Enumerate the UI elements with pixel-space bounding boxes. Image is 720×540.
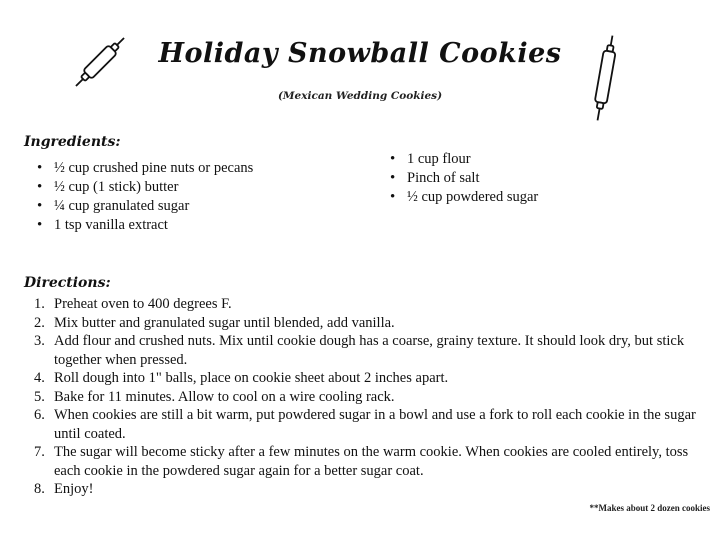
yield-footnote: **Makes about 2 dozen cookies (589, 503, 710, 513)
step-number: 7. (34, 444, 45, 460)
step-number: 8. (34, 481, 45, 497)
ingredient-item: • 1 tsp vanilla extract (34, 216, 253, 235)
direction-step (34, 295, 714, 314)
direction-step (34, 388, 714, 407)
ingredient-item: • 1 cup flour (387, 150, 538, 169)
direction-step (34, 406, 714, 443)
direction-step (34, 480, 714, 499)
ingredient-item: • ½ cup (1 stick) butter (34, 178, 253, 197)
ingredients-heading: Ingredients: (24, 134, 121, 150)
ingredient-item: • ½ cup crushed pine nuts or pecans (34, 159, 253, 178)
step-number: 2. (34, 314, 45, 331)
direction-step (34, 369, 714, 388)
step-text: Roll dough into 1" balls, place on cookie sheet about 2 inches apart. (54, 370, 449, 386)
ingredient-item: • ¼ cup granulated sugar (34, 197, 253, 216)
step-text: Add flour and crushed nuts. Mix until cookie dough has a coarse, grainy texture. It should look dry, but stick together when pressed. (54, 333, 685, 368)
ingredient-item: • ½ cup powdered sugar (387, 188, 538, 207)
directions-heading: Directions: (24, 275, 111, 291)
step-number: 1. (34, 296, 45, 312)
step-number: 6. (34, 407, 45, 423)
recipe-subtitle: (Mexican Wedding Cookies) (277, 90, 443, 102)
direction-step (34, 314, 714, 333)
step-number: 4. (34, 370, 45, 386)
direction-step (34, 443, 714, 480)
step-text: Preheat oven to 400 degrees F. (54, 296, 232, 312)
recipe-title: Holiday Snowball Cookies (158, 38, 562, 69)
step-text: Mix butter and granulated sugar until blended, add vanilla. (54, 314, 395, 331)
step-text: Enjoy! (54, 481, 94, 497)
step-number: 3. (34, 333, 45, 349)
directions-list (34, 295, 714, 499)
step-text: The sugar will become sticky after a few minutes on the warm cookie. When cookies are cooled entirely, toss each cookie in the powdered sugar again for a better sugar coat. (54, 444, 689, 479)
step-text: When cookies are still a bit warm, put powdered sugar in a bowl and use a fork to roll each cookie in the sugar until coated. (54, 407, 696, 442)
step-number: 5. (34, 388, 45, 405)
step-text: Bake for 11 minutes. Allow to cool on a wire cooling rack. (54, 388, 395, 405)
ingredients-list-left (34, 159, 253, 235)
ingredient-item: • Pinch of salt (387, 169, 538, 188)
ingredients-list-right (387, 150, 538, 207)
direction-step (34, 332, 714, 369)
